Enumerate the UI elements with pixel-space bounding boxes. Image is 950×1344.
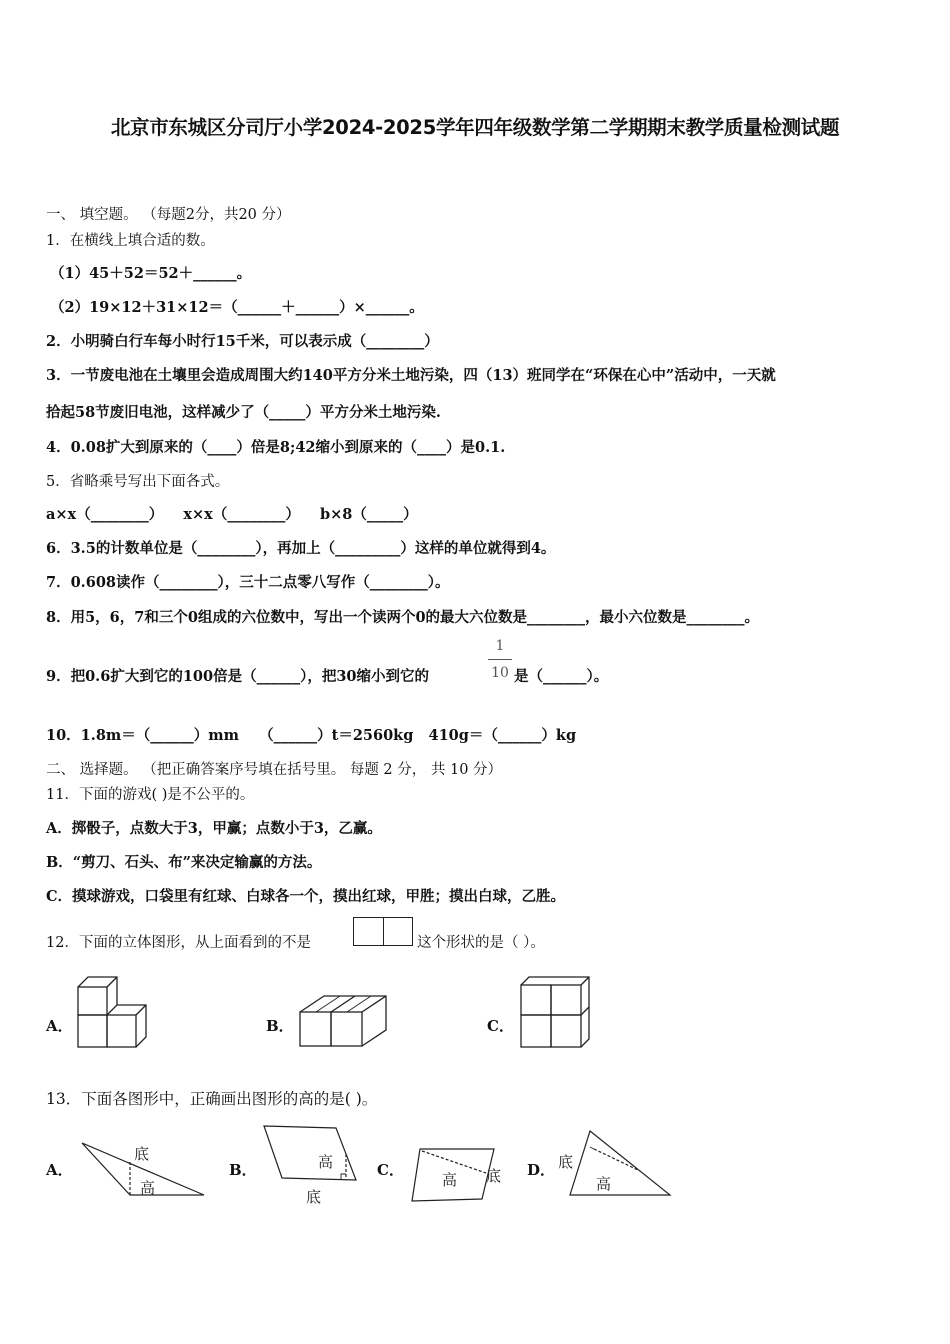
- q13-option-b-label: B．: [229, 1161, 257, 1179]
- q13-option-c-figure: [408, 1143, 518, 1208]
- question-8: 8．用5，6，7和三个0组成的六位数中，写出一个读两个0的最大六位数是________，最小六位数是________。: [46, 609, 760, 626]
- q12-option-a-label: A．: [46, 1017, 73, 1035]
- question-9-tail: 是（______）。: [514, 668, 609, 685]
- q13b-height-label: 高: [318, 1153, 334, 1171]
- q12-option-a-figure: [74, 973, 154, 1053]
- question-12-prefix: 12．下面的立体图形，从上面看到的不是: [46, 935, 311, 951]
- q13c-base-label: 底: [486, 1167, 502, 1185]
- question-9: 9．把0.6扩大到它的100倍是（______），把30缩小到它的: [46, 668, 430, 685]
- question-11-option-c: C．摸球游戏，口袋里有红球、白球各一个，摸出红球，甲胜；摸出白球，乙胜。: [46, 888, 566, 905]
- question-2: 2．小明骑白行车每小时行15千米，可以表示成（________）: [46, 333, 439, 350]
- q13-option-d-label: D．: [527, 1161, 556, 1179]
- question-3-line-2: 拾起58节废旧电池，这样减少了（_____）平方分米土地污染.: [46, 404, 441, 421]
- question-7: 7．0.608读作（________），三十二点零八写作（________）。: [46, 574, 450, 591]
- question-11: 11．下面的游戏( )是不公平的。: [46, 787, 255, 803]
- q12-option-c-label: C．: [487, 1017, 514, 1035]
- question-5: 5．省略乘号写出下面各式。: [46, 474, 230, 490]
- q13d-height-label: 高: [596, 1175, 612, 1193]
- question-10: 10．1.8m＝（______）mm （______）t＝2560kg 410g＝（______）kg: [46, 727, 577, 744]
- two-squares-shape: [353, 917, 413, 946]
- question-12-suffix: 这个形状的是（ ）。: [417, 935, 545, 951]
- question-1: 1．在横线上填合适的数。: [46, 233, 215, 249]
- q13-option-b-figure: [260, 1122, 370, 1207]
- section-2-heading: 二、 选择题。 （把正确答案序号填在括号里。 每题 2 分， 共 10 分）: [46, 762, 503, 778]
- q13-option-c-label: C．: [377, 1161, 404, 1179]
- q13c-height-label: 高: [442, 1171, 458, 1189]
- q13b-base-label: 底: [306, 1188, 322, 1206]
- q12-option-b-label: B．: [266, 1017, 294, 1035]
- q13a-base-label: 底: [134, 1145, 150, 1163]
- q13-option-a-label: A．: [46, 1161, 73, 1179]
- fraction-numerator: 1: [495, 638, 505, 654]
- section-1-heading: 一、 填空题。 （每题2分，共20 分）: [46, 207, 291, 223]
- question-4: 4．0.08扩大到原来的（____）倍是8;42缩小到原来的（____）是0.1.: [46, 439, 506, 456]
- question-6: 6．3.5的计数单位是（________），再加上（_________）这样的单位就得到4。: [46, 540, 556, 557]
- q13a-height-label: 高: [140, 1179, 156, 1197]
- q13d-base-label: 底: [558, 1153, 574, 1171]
- q12-option-c-figure: [517, 973, 597, 1053]
- fraction-denominator: 10: [491, 665, 509, 681]
- q13-option-a-figure: [78, 1135, 208, 1205]
- question-3-line-1: 3．一节废电池在土壤里会造成周围大约140平方分米土地污染，四（13）班同学在“环保在心中”活动中，一天就: [46, 367, 776, 384]
- page-title: 北京市东城区分司厅小学2024-2025学年四年级数学第二学期期末教学质量检测试题: [110, 116, 840, 139]
- question-1-part-2: （2）19×12＋31×12＝（______＋______）×______。: [50, 299, 424, 316]
- question-13: 13．下面各图形中，正确画出图形的高的是( )。: [46, 1090, 378, 1108]
- fraction-one-tenth: [488, 636, 512, 683]
- question-5-items: a×x（________） x×x（________） b×8（_____）: [46, 506, 418, 523]
- fraction-bar: [488, 659, 512, 660]
- question-1-part-1: （1）45＋52＝52＋______。: [50, 265, 252, 282]
- q13-option-d-figure: [558, 1127, 676, 1202]
- question-11-option-b: B．“剪刀、石头、布”来决定输赢的方法。: [46, 854, 322, 871]
- question-11-option-a: A．掷骰子，点数大于3，甲赢；点数小于3，乙赢。: [46, 820, 382, 837]
- q12-option-b-figure: [296, 990, 396, 1050]
